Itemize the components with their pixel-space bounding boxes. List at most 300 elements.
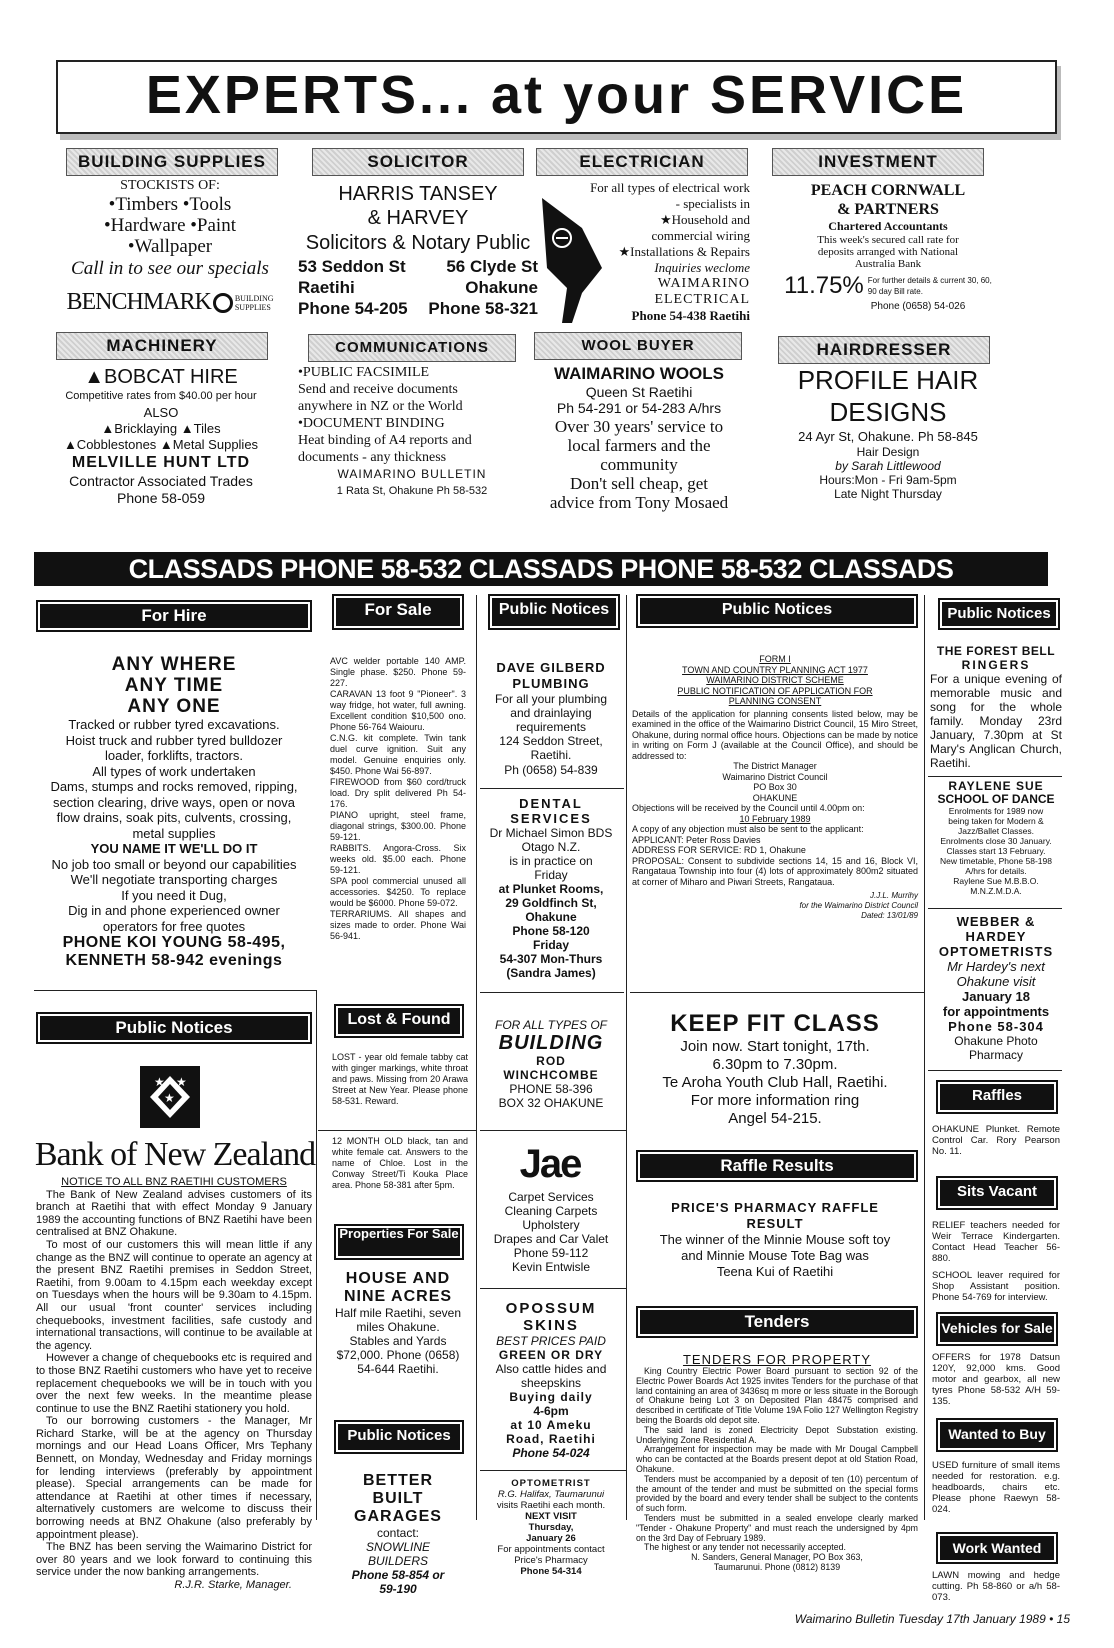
properties-header: Properties For Sale [334, 1224, 464, 1260]
svg-text:★: ★ [154, 1075, 165, 1089]
plumbing-l2: PLUMBING [512, 676, 590, 691]
webber-l9: Ohakune Photo [954, 1034, 1038, 1048]
property-ad [324, 1270, 472, 1376]
prices-l4: and Minnie Mouse Tote Bag was [681, 1248, 869, 1263]
webber-l6: January 18 [962, 989, 1030, 1004]
planning-a1: The District Manager [733, 761, 817, 771]
plumbing-l7: Raetihi. [530, 748, 572, 762]
raylene-l5: Jazz/Ballet Classes. [957, 826, 1035, 836]
electrician-l1: For all types of electrical work [590, 180, 750, 195]
school-leaver-ad: SCHOOL leaver required for Shop Assistant position. Phone 54-769 for interview. [932, 1270, 1060, 1303]
optometrist-ad [480, 1478, 622, 1577]
dental-l6: Friday [534, 868, 568, 882]
dental-rule [480, 992, 624, 993]
garages-ad [324, 1472, 472, 1596]
jae-l2: Cleaning Carpets [504, 1204, 598, 1218]
jae-l1: Carpet Services [508, 1190, 594, 1204]
raffle-results-header: Raffle Results [636, 1150, 918, 1182]
tenders-p7: N. Sanders, General Manager, PO Box 363, [691, 1552, 863, 1563]
planning-t4: PUBLIC NOTIFICATION OF APPLICATION FOR [677, 685, 873, 696]
rod-rule [480, 1130, 626, 1131]
building-rod-ad [480, 1018, 622, 1110]
opossum-l9: at 10 Ameku [510, 1418, 592, 1432]
col-rule-3 [626, 595, 627, 1520]
rod-l3: ROD [536, 1054, 566, 1068]
communications-l1: •PUBLIC FACSIMILE [298, 365, 430, 380]
investment-l4: This week's secured call rate for [817, 234, 959, 246]
electrician-l6: Inquiries weclome [654, 260, 750, 275]
for-sale-list [330, 656, 466, 942]
property-l3: Half mile Raetihi, seven [334, 1306, 462, 1320]
webber-ad [930, 914, 1062, 1062]
dental-l5: is in practice on [509, 854, 593, 868]
keep-fit-ad [630, 1010, 920, 1128]
investment-rate-row [770, 272, 1006, 300]
for-sale-item: RABBITS. Angora-Cross. Six weeks old. $5.00 each. Phone 59-121. [330, 843, 466, 875]
tenders-header: Tenders [636, 1306, 918, 1338]
keepfit-l6: Angel 54-215. [728, 1110, 822, 1127]
keepfit-l5: For more information ring [690, 1092, 860, 1109]
lost-item: LOST - year old female tabby cat with ginger markings, white throat and paws. Missing from 20 Arawa Street at New Year. Please phone 58-531. Reward. [332, 1052, 468, 1106]
raffles-header: Raffles [936, 1080, 1058, 1114]
optometrist-l4: NEXT VISIT [525, 1511, 577, 1522]
public-notices-header-4: Public Notices [938, 598, 1060, 630]
dental-l3: Dr Michael Simon BDS [489, 826, 613, 840]
jae-logo: Jae [519, 1142, 581, 1186]
bnz-notice [36, 1176, 312, 1592]
planning-p1: Details of the application for planning consents listed below, may be examined in the office of the Waimarino District Council, 15 Miro Street, Ohakune, during normal office hours. Objections can be made by notice in writing on Form J (available at the Council Office), and should be addressed to: [632, 708, 919, 761]
hire-h3: ANY ONE [127, 696, 221, 717]
communications-l2: Send and receive documents [298, 382, 458, 397]
forestbell-l2: RINGERS [961, 658, 1031, 672]
opossum-l6: sheepskins [520, 1376, 582, 1390]
prices-l1: PRICE'S PHARMACY RAFFLE [671, 1200, 879, 1215]
tenders-p6: The highest or any tender not necessarily accepted. [644, 1542, 846, 1553]
property-l5: Stables and Yards [349, 1334, 447, 1348]
raylene-l11: M.N.Z.M.D.A. [970, 886, 1022, 896]
rod-l6: BOX 32 OHAKUNE [498, 1096, 604, 1110]
communications-l4: •DOCUMENT BINDING [298, 416, 445, 431]
building-supplies-ad [50, 178, 290, 316]
tenders-p3: Arrangement for inspection may be made with Mr Dougal Campbell who can be contacted at the Boards present depot at old Station Road, Ohakune. [636, 1444, 918, 1474]
planning-a4: OHAKUNE [752, 792, 798, 803]
jae-l6: Kevin Entwisle [511, 1260, 591, 1274]
bnz-star-logo-icon [140, 1066, 200, 1128]
hairdresser-l5: by Sarah Littlewood [835, 459, 941, 473]
bnz-logo-text: Bank of New Zealand [34, 1136, 316, 1173]
for-hire-header: For Hire [36, 600, 312, 632]
wool-l8: advice from Tony Mosaed [549, 493, 729, 512]
planning-p3: A copy of any objection must also be sent to the applicant: [632, 824, 864, 834]
dental-l13: (Sandra James) [506, 966, 596, 980]
hire-b9: YOU NAME IT WE'LL DO IT [90, 841, 258, 856]
lost-found-list [332, 1052, 468, 1107]
opossum-l2: SKINS [523, 1317, 579, 1334]
planning-date: 10 February 1989 [739, 813, 811, 824]
dental-l4: Otago N.Z. [521, 840, 581, 854]
tenders-notice [636, 1352, 918, 1573]
rod-l5: PHONE 58-396 [509, 1082, 593, 1096]
solicitor-p1: Phone 54-205 [298, 299, 408, 318]
forestbell-l1: THE FOREST BELL [936, 644, 1056, 658]
raffle-ohakune: OHAKUNE Plunket. Remote Control Car. Rory Pearson No. 11. [932, 1124, 1060, 1157]
keepfit-l1: KEEP FIT CLASS [670, 1010, 880, 1037]
wool-l1: WAIMARINO WOOLS [554, 364, 724, 383]
garages-l7: Phone 58-854 or [351, 1568, 445, 1582]
webber-l3: OPTOMETRISTS [938, 944, 1054, 959]
opossum-l7: Buying daily [509, 1390, 593, 1404]
found-list [332, 1136, 468, 1191]
hairdresser-l7: Late Night Thursday [834, 487, 942, 501]
hairdresser-l4: Hair Design [856, 445, 920, 459]
electrician-l3: ★Household and [659, 212, 750, 227]
solicitor-l2: & HARVEY [367, 207, 469, 229]
machinery-ad [40, 366, 282, 507]
garages-l2: BUILT [372, 1490, 424, 1507]
optometrist-l2: R.G. Halifax, Taumarunui [497, 1489, 605, 1500]
for-sale-item: AVC welder portable 140 AMP. Single phase. $250. Phone 59-227. [330, 656, 466, 688]
machinery-l3: ALSO [143, 405, 179, 420]
property-l4: miles Ohakune. [356, 1320, 440, 1334]
machinery-l1: ▲BOBCAT HIRE [84, 366, 238, 388]
plumbing-l3: For all your plumbing [494, 692, 608, 706]
col-rule-4 [924, 595, 925, 1520]
for-sale-item: SPA pool commercial unused all accessories. $4250. To replace would be $6000. Phone 59-072. [330, 876, 466, 908]
investment-phone: Phone (0658) 54-026 [870, 301, 966, 312]
bnz-sig: R.J.R. Starke, Manager. [174, 1579, 292, 1591]
electrician-l9: Phone 54-438 Raetihi [631, 308, 750, 323]
property-l2: NINE ACRES [343, 1288, 453, 1305]
raylene-l1: RAYLENE SUE [948, 779, 1044, 793]
for-sale-item: TERRARIUMS. All shapes and sizes made to order. Phone Wai 56-941. [330, 909, 466, 941]
raylene-l4: being taken for Modern & [948, 816, 1044, 826]
investment-l3: Chartered Accountants [828, 219, 948, 233]
optometrist-l3: visits Raetihi each month. [496, 1500, 606, 1511]
page-footer: Waimarino Bulletin Tuesday 17th January 1989 • 15 [794, 1612, 1070, 1626]
solicitor-p2: Phone 58-321 [428, 299, 538, 318]
communications-ad [298, 364, 526, 500]
building-supplies-header: BUILDING SUPPLIES [66, 148, 278, 176]
dental-ad [480, 796, 622, 980]
machinery-l5: ▲Cobblestones ▲Metal Supplies [63, 437, 259, 452]
hairdresser-header: HAIRDRESSER [778, 336, 990, 364]
bnz-title: NOTICE TO ALL BNZ RAETIHI CUSTOMERS [61, 1176, 287, 1188]
building-line2: •Timbers •Tools [108, 194, 232, 215]
garages-l8: 59-190 [379, 1582, 417, 1596]
machinery-l6: MELVILLE HUNT LTD [71, 454, 251, 471]
machinery-header: MACHINERY [56, 332, 268, 360]
webber-l8: Phone 58-304 [948, 1019, 1044, 1034]
col-rule-2 [476, 595, 477, 1520]
for-sale-item: CARAVAN 13 foot 9 "Pioneer". 3 way fridge, hot water, full awning. Excellent condition $10,500 ono. Phone 56-764 Waiouru. [330, 689, 466, 732]
garages-l3: GARAGES [354, 1508, 442, 1525]
electrician-l4: commercial wiring [651, 228, 750, 243]
planning-a2: Waimarino District Council [722, 771, 828, 782]
solicitor-t1: Raetihi [298, 278, 355, 297]
opossum-l10: Road, Raetihi [506, 1432, 596, 1446]
sits-vacant-header: Sits Vacant [936, 1176, 1058, 1210]
svg-text:★: ★ [176, 1075, 187, 1089]
planning-p5: ADDRESS FOR SERVICE: RD 1, Ohakune [632, 845, 806, 855]
plumbing-l8: Ph (0658) 54-839 [504, 763, 598, 777]
public-notices-header-1: Public Notices [36, 1012, 312, 1044]
hire-h1: ANY WHERE [111, 654, 237, 675]
dental-l1: DENTAL [519, 796, 583, 811]
lost-found-header: Lost & Found [334, 1004, 464, 1038]
jae-ad [480, 1190, 622, 1274]
keepfit-l4: Te Aroha Youth Club Hall, Raetihi. [662, 1074, 888, 1091]
garages-l4: contact: [376, 1526, 420, 1540]
hire-b1: Tracked or rubber tyred excavations. [68, 717, 280, 732]
raylene-l10: Raylene Sue M.B.B.O. [953, 876, 1039, 886]
machinery-l8: Phone 58-059 [117, 490, 205, 506]
col-rule-1 [316, 990, 317, 1520]
wool-l6: community [600, 455, 678, 474]
opossum-rule [480, 1470, 626, 1471]
garages-l5: SNOWLINE [365, 1540, 430, 1554]
work-ad: LAWN mowing and hedge cutting. Ph 58-860 or a/h 58-073. [932, 1570, 1060, 1603]
electrician-l7: WAIMARINO [657, 276, 750, 291]
prices-l3: The winner of the Minnie Mouse soft toy [659, 1232, 891, 1247]
opossum-l4: GREEN OR DRY [498, 1348, 604, 1362]
property-l6: $72,000. Phone (0658) [336, 1348, 460, 1362]
wool-l4: Over 30 years' service to [554, 417, 724, 436]
planning-t1: FORM I [759, 654, 791, 664]
investment-l1: PEACH CORNWALL [810, 182, 966, 199]
plumbing-l4: and drainlaying [510, 706, 592, 720]
rod-l1: FOR ALL TYPES OF [494, 1018, 608, 1032]
planning-rule [630, 992, 924, 993]
planning-p4: APPLICANT: Peter Ross Davies [632, 834, 761, 845]
machinery-l4: ▲Bricklaying ▲Tiles [101, 421, 221, 436]
machinery-l7: Contractor Associated Trades [69, 473, 253, 489]
svg-text:★: ★ [164, 1091, 175, 1105]
opossum-l5: Also cattle hides and [495, 1362, 607, 1376]
forest-bell-ad [930, 644, 1062, 770]
solicitor-a2: 56 Clyde St [446, 257, 538, 276]
garages-l1: BETTER [363, 1472, 433, 1489]
jae-l5: Phone 59-112 [513, 1246, 589, 1260]
investment-header: INVESTMENT [772, 148, 984, 176]
solicitor-l1: HARRIS TANSEY [338, 183, 498, 205]
dental-l10: Phone 58-120 [512, 924, 590, 938]
tenders-title: TENDERS FOR PROPERTY [682, 1352, 872, 1367]
hairdresser-l3: 24 Ayr St, Ohakune. Ph 58-845 [798, 429, 978, 444]
webber-l7: for appointments [942, 1004, 1050, 1019]
dental-l12: 54-307 Mon-Thurs [499, 952, 603, 966]
property-l7: 54-644 Raetihi. [357, 1362, 439, 1376]
vehicles-ad: OFFERS for 1978 Datsun 120Y, 92,000 kms. Good motor and gearbox, all new tyres Phone 58-532 A/H 59-135. [932, 1352, 1060, 1407]
hire-b15: PHONE KOI YOUNG 58-495, [62, 934, 286, 951]
planning-t3: WAIMARINO DISTRICT SCHEME [706, 675, 844, 685]
vehicles-header: Vehicles for Sale [936, 1312, 1058, 1346]
hire-b6: section clearing, drive ways, open or nova [52, 794, 296, 810]
opossum-l3: BEST PRICES PAID [496, 1334, 606, 1348]
machinery-l2: Competitive rates from $40.00 per hour [65, 390, 257, 402]
communications-header: COMMUNICATIONS [308, 334, 516, 362]
electrician-ad [585, 180, 750, 324]
hire-b10: No job too small or beyond our capabilities [51, 856, 297, 872]
planning-s3: Dated: 13/01/89 [861, 911, 918, 920]
planning-t2: TOWN AND COUNTRY PLANNING ACT 1977 [682, 664, 868, 675]
hire-b14: operators for free quotes [102, 918, 246, 934]
investment-rate: 11.75% [784, 272, 864, 299]
bnz-p2: To most of our customers this will mean little if any change as the BNZ will continue to operate an agency at the present BNZ Raetihi premises in Seddon Street, Raetihi, from 9.00am to 4.15pm each weekday except on Tuesdays when the hours will be 9.30am to 4.15pm. All our usual 'front counter' services including chequebooks, investment facilities, safe custody and international transactions, will continue to be available at the agency. [36, 1238, 312, 1352]
communications-l8: 1 Rata St, Ohakune Ph 58-532 [336, 485, 488, 497]
benchmark-sub2: SUPPLIES [234, 302, 271, 312]
hire-b5: Dams, stumps and rocks removed, ripping, [50, 779, 298, 794]
hire-b16: KENNETH 58-942 evenings [65, 952, 283, 969]
electrician-l5: ★Installations & Repairs [618, 244, 750, 259]
hire-b7: flow drains, soak pits, culvents, crossing, [56, 810, 292, 825]
raylene-ad [930, 780, 1062, 896]
rod-l4: WINCHCOMBE [503, 1068, 599, 1082]
benchmark-logo-text: BENCHMARK [66, 289, 211, 315]
investment-ad [770, 182, 1006, 314]
wool-l5: local farmers and the [567, 436, 711, 455]
investment-l2: & PARTNERS [837, 201, 939, 218]
keepfit-l3: 6.30pm to 7.30pm. [712, 1056, 838, 1073]
benchmark-sub1: BUILDING [234, 293, 274, 303]
building-line4: •Wallpaper [127, 236, 213, 257]
dental-l9: Ohakune [525, 910, 577, 924]
jae-l4: Drapes and Car Valet [493, 1232, 609, 1246]
wool-ad [530, 364, 748, 512]
dental-l11: Friday [532, 938, 569, 952]
bnz-p4: To our borrowing customers - the Manager, Mr Richard Starke, will be at the agency on Thursday mornings and our Head Loans Officer, Mrs Tephany Bennett, on Monday, Wednesday and Friday mornings for lending interviews (preferably by appointment please). Special arrangements can be made for attendance at Raetihi at other times if necessary, alternatively customers are welcome to discuss their borrowing needs at BNZ Ohakune (also preferably by appointment please). [36, 1415, 312, 1541]
communications-l5: Heat binding of A4 reports and [298, 433, 472, 448]
public-notices-header-5: Public Notices [334, 1420, 464, 1454]
hire-rule [34, 990, 316, 991]
optometrist-l9: Phone 54-314 [520, 1566, 582, 1577]
communications-l3: anywhere in NZ or the World [298, 399, 463, 414]
communications-l6: documents - any thickness [298, 450, 447, 465]
hairdresser-l6: Hours:Mon - Fri 9am-5pm [819, 473, 957, 487]
webber-l1: WEBBER & [956, 914, 1036, 929]
webber-l10: Pharmacy [968, 1048, 1024, 1062]
lost-rule [318, 1130, 476, 1131]
for-sale-header: For Sale [332, 594, 464, 630]
plumbing-ad [480, 660, 622, 778]
hire-b11: We'll negotiate transporting charges [70, 872, 278, 887]
bnz-p5: The BNZ has been serving the Waimarino District for over 80 years and we look forward to continuing this service under the now banking arrangements. [36, 1541, 312, 1579]
webber-l5: Ohakune visit [956, 974, 1036, 989]
classads-banner [34, 552, 1048, 586]
relief-ad: RELIEF teachers needed for Weir Terrace Kindergarten. Contact Head Teacher 56-880. [932, 1220, 1060, 1264]
tenders-p2: The said land is zoned Electricity Depot Substation existing. Underlying Zone Residential A. [636, 1424, 918, 1445]
raylene-l6: Enrolments close 30 January. [940, 836, 1052, 846]
dental-l7: at Plunket Rooms, [498, 882, 604, 896]
bnz-p3: However a change of chequebooks etc is required and to those BNZ Raetihi customers who have yet to receive replacement chequebooks we will be in touch with you over the next few weeks. In the meantime please continue to use the BNZ Raetihi stationery you hold. [36, 1352, 313, 1415]
wool-l7: Don't sell cheap, get [569, 474, 709, 493]
building-stockists: STOCKISTS OF: [120, 178, 220, 193]
for-sale-item: FIREWOOD from $60 cord/truck load. Dry split delivered Ph 54-176. [330, 777, 466, 809]
prices-l5: Teena Kui of Raetihi [716, 1264, 834, 1279]
wool-l2: Queen St Raetihi [585, 384, 693, 400]
solicitor-addresses [298, 256, 538, 319]
solicitor-t2: Ohakune [465, 278, 538, 297]
lost-item: 12 MONTH OLD black, tan and white female cat. Answers to the name of Chloe. Lost in the Conway Street/Ti Kouka Place area. Phone 58-381 after 5pm. [332, 1136, 468, 1190]
investment-note1: For further details & current 30, 60, [867, 276, 992, 285]
solicitor-l3: Solicitors & Notary Public [305, 232, 531, 254]
raylene-rule [928, 908, 1062, 909]
classads-banner-text: CLASSADS PHONE 58-532 CLASSADS PHONE 58-532 CLASSADS [128, 554, 954, 584]
raylene-l8: New timetable, Phone 58-198 [940, 856, 1052, 866]
electrician-l8: ELECTRICAL [654, 292, 750, 307]
forest-rule [928, 776, 1062, 777]
hire-b13: Dig in and phone experienced owner [68, 903, 280, 918]
keepfit-l2: Join now. Start tonight, 17th. [680, 1038, 870, 1055]
building-specials: Call in to see our specials [71, 258, 269, 279]
electrician-header: ELECTRICIAN [536, 148, 748, 176]
solicitor-a1: 53 Seddon St [298, 257, 406, 276]
opossum-l8: 4-6pm [533, 1404, 569, 1418]
hire-b4: All types of work undertaken [92, 763, 256, 779]
planning-s2: for the Waimarino District Council [799, 901, 918, 910]
hire-b3: loader, forklifts, tractors. [105, 748, 243, 763]
hire-b2: Hoist truck and rubber tyred bulldozer [65, 732, 283, 748]
webber-l2: HARDEY [965, 929, 1027, 944]
solicitor-header: SOLICITOR [312, 148, 524, 176]
prices-raffle-ad [630, 1200, 920, 1280]
wool-buyer-header: WOOL BUYER [534, 332, 742, 360]
webber-rule [928, 1070, 1062, 1071]
raylene-l7: Classes start 13 February. [946, 846, 1046, 856]
tenders-p5: Tenders must be submitted in a sealed envelope clearly marked "Tender - Ohakune Property" and must reach the undersigned by 4pm on the 3rd Day of February 1989. [636, 1512, 918, 1543]
investment-rate-note [868, 275, 992, 297]
investment-l6: Australia Bank [854, 258, 922, 270]
electrician-l2: - specialists in [675, 196, 750, 211]
investment-l5: deposits arranged with National [817, 246, 959, 258]
optometrist-l1: OPTOMETRIST [511, 1478, 591, 1489]
opossum-ad [480, 1300, 622, 1460]
hairdresser-l1: PROFILE HAIR [797, 365, 979, 395]
investment-note2: 90 day Bill rate. [867, 287, 923, 296]
wanted-ad: USED furniture of small items needed for restoration. e.g. headboards, chairs etc. Please phone Raewyn 58-024. [932, 1460, 1060, 1515]
for-sale-item: C.N.G. kit complete. Twin tank duel curve ignition. Suit any model. Genuine enquiries only. $450. Phone Wai 56-897. [330, 733, 466, 776]
wool-l3: Ph 54-291 or 54-283 A/hrs [556, 400, 722, 416]
prices-l2: RESULT [746, 1216, 804, 1231]
plumbing-rule [480, 788, 624, 789]
optometrist-l8: Price's Pharmacy [514, 1555, 588, 1566]
planning-p6: PROPOSAL: Consent to subdivide sections 14, 15 and 16, Block VI, Rangataua Township into four (4) lots of approximately 800m2 situated at corner of Miharo and Piwari Streets, Rangataua. [632, 855, 918, 887]
plumbing-l6: 124 Seddon Street, [499, 734, 603, 748]
bnz-p1: The Bank of New Zealand advises customers of its branch at Raetihi that with effect Monday 9 January 1989 the accounting functions of BNZ Raetihi have been centralised at BNZ Ohakune. [36, 1188, 312, 1239]
dental-l8: 29 Goldfinch St, [505, 896, 597, 910]
webber-l4: Mr Hardey's next [947, 959, 1045, 974]
forestbell-p: For a unique evening of memorable music and song for the whole family. Monday 23rd January, 7.30pm at St Mary's Anglican Church, Raetihi. [930, 672, 1062, 770]
raylene-l2: SCHOOL OF DANCE [937, 792, 1055, 806]
opossum-l1: OPOSSUM [505, 1300, 597, 1317]
optometrist-l6: January 26 [526, 1533, 576, 1544]
communications-l7: WAIMARINO BULLETIN [337, 467, 487, 481]
planning-s1: J.J.L. Murrihy [869, 891, 918, 900]
public-notices-header-3: Public Notices [636, 594, 918, 628]
tenders-p8: Taumarunui. Phone (0812) 8139 [713, 1561, 841, 1572]
public-notices-header-2: Public Notices [488, 594, 620, 630]
plumbing-l5: requirements [515, 720, 587, 734]
garages-l6: BUILDERS [367, 1554, 429, 1568]
raylene-l3: Enrolments for 1989 now [948, 806, 1044, 816]
optometrist-l5: Thursday, [528, 1522, 574, 1533]
hairdresser-ad [768, 364, 1008, 501]
planning-a3: PO Box 30 [753, 782, 797, 792]
banner-title: EXPERTS... at your SERVICE [145, 65, 968, 125]
raylene-l9: A/hrs for details. [965, 866, 1027, 876]
dental-l2: SERVICES [510, 811, 592, 826]
jae-l3: Upholstery [522, 1218, 580, 1232]
hire-b8: metal supplies [132, 825, 216, 841]
